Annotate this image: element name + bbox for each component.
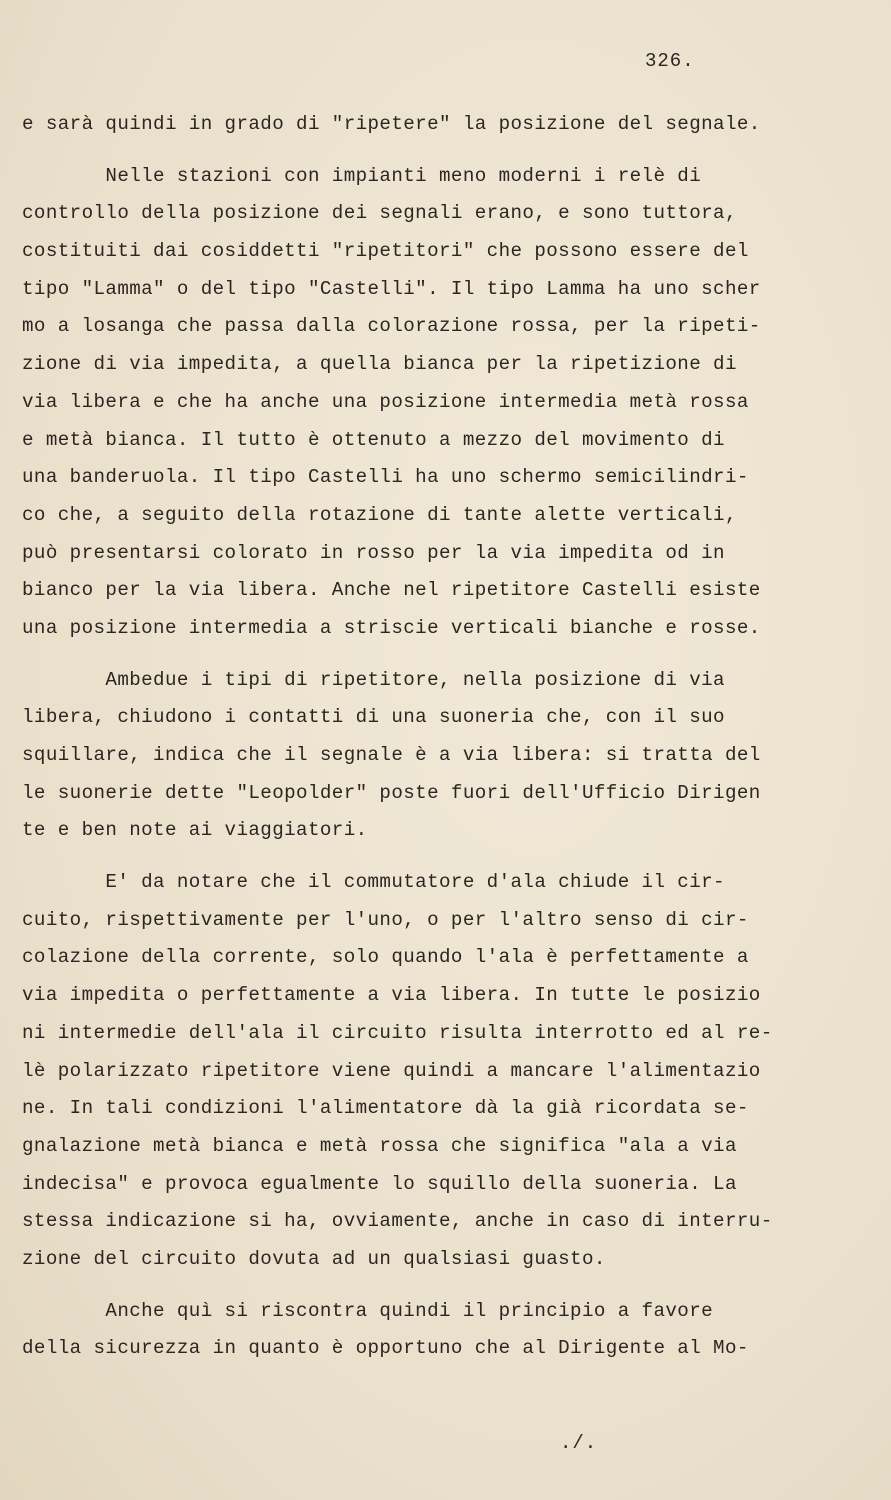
text-line: zione del circuito dovuta ad un qualsiasi guasto. [22, 1247, 606, 1270]
text-line: tipo "Lamma" o del tipo "Castelli". Il tipo Lamma ha uno scher [22, 277, 761, 300]
text-line: può presentarsi colorato in rosso per la via impedita od in [22, 541, 725, 564]
text-line: stessa indicazione si ha, ovviamente, anche in caso di interru- [22, 1210, 773, 1233]
text-line: bianco per la via libera. Anche nel ripetitore Castelli esiste [22, 579, 761, 602]
text-line: ni intermedie dell'ala il circuito risulta interrotto ed al re- [22, 1021, 773, 1044]
page-number: 326. [645, 50, 695, 72]
text-line: indecisa" e provoca egualmente lo squillo della suoneria. La [22, 1172, 737, 1195]
text-line: cuito, rispettivamente per l'uno, o per l'altro senso di cir- [22, 908, 749, 931]
text-line: squillare, indica che il segnale è a via libera: si tratta del [22, 744, 761, 766]
text-line: via impedita o perfettamente a via libera. In tutte le posizio [22, 984, 761, 1007]
text-line: costituiti dai cosiddetti "ripetitori" che possono essere del [22, 240, 749, 263]
text-line: e sarà quindi in grado di "ripetere" la posizione del segnale. [22, 113, 761, 135]
text-line: della sicurezza in quanto è opportuno che al Dirigente al Mo- [22, 1337, 749, 1360]
text-line: gnalazione metà bianca e metà rossa che significa "ala a via [22, 1134, 737, 1157]
paragraph-2 [22, 158, 852, 648]
text-line: Ambedue i tipi di ripetitore, nella posizione di via [22, 668, 725, 691]
text-line: Anche quì si riscontra quindi il principio a favore [22, 1299, 714, 1322]
paragraph-4 [22, 864, 852, 1279]
text-line: te e ben note ai viaggiatori. [22, 819, 368, 842]
paragraph-1 [22, 106, 852, 144]
paragraph-5 [22, 1293, 852, 1368]
text-line: via libera e che ha anche una posizione intermedia metà rossa [22, 390, 749, 413]
text-line: Nelle stazioni con impianti meno moderni i relè di [22, 164, 702, 187]
text-line: controllo della posizione dei segnali erano, e sono tuttora, [22, 202, 737, 225]
text-line: una posizione intermedia a striscie verticali bianche e rosse. [22, 616, 761, 639]
text-line: ne. In tali condizioni l'alimentatore dà la già ricordata se- [22, 1097, 749, 1120]
paragraph-3 [22, 662, 852, 850]
typescript-body [22, 106, 852, 1368]
text-line: E' da notare che il commutatore d'ala chiude il cir- [22, 871, 725, 894]
text-line: le suonerie dette "Leopolder" poste fuori dell'Ufficio Dirigen [22, 781, 761, 804]
continuation-mark: ./. [560, 1432, 598, 1454]
text-line: e metà bianca. Il tutto è ottenuto a mezzo del movimento di [22, 428, 725, 451]
text-line: lè polarizzato ripetitore viene quindi a mancare l'alimentazio [22, 1059, 761, 1082]
text-line: una banderuola. Il tipo Castelli ha uno schermo semicilindri- [22, 466, 749, 489]
text-line: co che, a seguito della rotazione di tante alette verticali, [22, 503, 737, 526]
text-line: mo a losanga che passa dalla colorazione rossa, per la ripeti- [22, 315, 761, 338]
text-line: zione di via impedita, a quella bianca per la ripetizione di [22, 353, 737, 376]
text-line: colazione della corrente, solo quando l'ala è perfettamente a [22, 946, 749, 969]
text-line: libera, chiudono i contatti di una suoneria che, con il suo [22, 706, 725, 729]
